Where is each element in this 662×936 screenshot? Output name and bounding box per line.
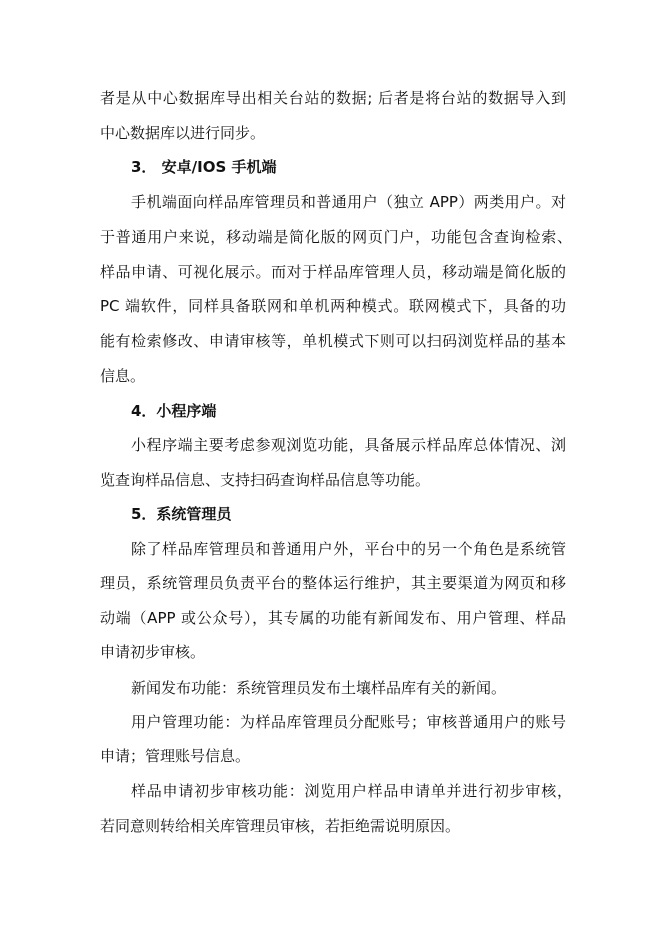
paragraph-line: 能有检索修改、申请审核等，单机模式下则可以扫码浏览样品的基本 bbox=[100, 332, 566, 350]
paragraph-line: 用户管理功能：为样品库管理员分配账号；审核普通用户的账号 bbox=[131, 713, 566, 731]
paragraph-line: 除了样品库管理员和普通用户外，平台中的另一个角色是系统管 bbox=[131, 540, 566, 558]
paragraph-line: 理员，系统管理员负责平台的整体运行维护，其主要渠道为网页和移 bbox=[100, 574, 566, 592]
paragraph-line: 信息。 bbox=[100, 367, 146, 385]
paragraph-line: 新闻发布功能：系统管理员发布土壤样品库有关的新闻。 bbox=[131, 679, 507, 697]
paragraph-line: 若同意则转给相关库管理员审核，若拒绝需说明原因。 bbox=[100, 817, 461, 835]
paragraph-line: 手机端面向样品库管理员和普通用户（独立 APP）两类用户。对 bbox=[131, 193, 566, 211]
paragraph-line: 申请初步审核。 bbox=[100, 643, 206, 661]
paragraph-line: 样品申请初步审核功能：浏览用户样品申请单并进行初步审核， bbox=[131, 782, 572, 800]
section-heading-5: 5．系统管理员 bbox=[131, 505, 232, 523]
paragraph-line: 样品申请、可视化展示。而对于样品库管理人员，移动端是简化版的 bbox=[100, 263, 566, 281]
paragraph-line: 申请；管理账号信息。 bbox=[100, 747, 251, 765]
paragraph-line: 览查询样品信息、支持扫码查询样品信息等功能。 bbox=[100, 471, 431, 489]
paragraph-line: PC 端软件，同样具备联网和单机两种模式。联网模式下，具备的功 bbox=[100, 297, 566, 315]
paragraph-line: 小程序端主要考虑参观浏览功能，具备展示样品库总体情况、浏 bbox=[131, 436, 566, 454]
paragraph-line: 者是从中心数据库导出相关台站的数据; 后者是将台站的数据导入到 bbox=[100, 89, 566, 107]
section-heading-4: 4．小程序端 bbox=[131, 402, 217, 420]
section-heading-3: 3． 安卓/IOS 手机端 bbox=[131, 158, 277, 176]
paragraph-line: 中心数据库以进行同步。 bbox=[100, 124, 266, 142]
paragraph-line: 于普通用户来说，移动端是简化版的网页门户，功能包含查询检索、 bbox=[100, 228, 572, 246]
paragraph-line: 动端（APP 或公众号），其专属的功能有新闻发布、用户管理、样品 bbox=[100, 609, 566, 627]
